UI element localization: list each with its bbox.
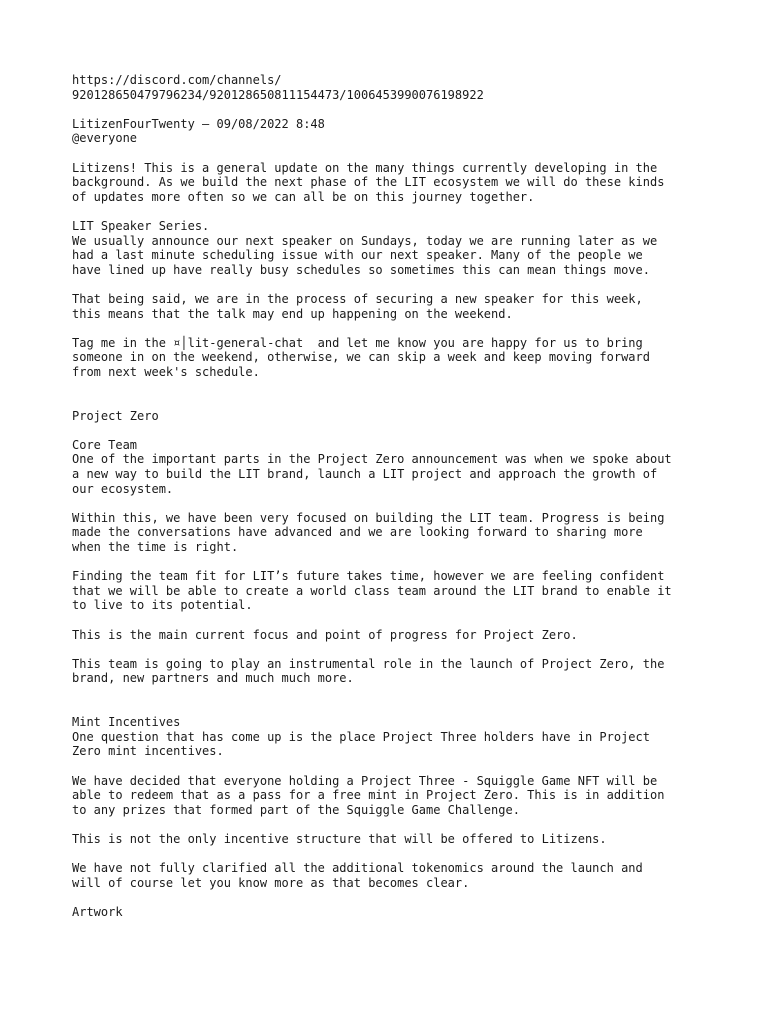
section-heading-artwork: Artwork [72, 904, 123, 919]
document-page [72, 73, 712, 919]
paragraph-line: to live to its potential. [72, 598, 253, 613]
subheading-core-team: Core Team [72, 437, 138, 452]
paragraph-line: had a last minute scheduling issue with our next speaker. Many of the people we [72, 248, 643, 263]
paragraph-line: Within this, we have been very focused on building the LIT team. Progress is being [72, 510, 665, 525]
author-timestamp: LitizenFourTwenty — 09/08/2022 8:48 [72, 116, 325, 131]
section-heading-project-zero: Project Zero [72, 408, 159, 423]
intro-line: Litizens! This is a general update on the many things currently developing in the [72, 160, 658, 175]
mention: @everyone [72, 131, 138, 146]
section-heading-speaker-series: LIT Speaker Series. [72, 218, 210, 233]
paragraph-line: will of course let you know more as that becomes clear. [72, 875, 470, 890]
paragraph-line: made the conversations have advanced and we are looking forward to sharing more [72, 525, 643, 540]
intro-line: of updates more often so we can all be on this journey together. [72, 189, 535, 204]
paragraph-line: We have decided that everyone holding a Project Three - Squiggle Game NFT will be [72, 773, 658, 788]
paragraph-line: able to redeem that as a pass for a free mint in Project Zero. This is in addition [72, 788, 665, 803]
paragraph-line: We usually announce our next speaker on Sundays, today we are running later as we [72, 233, 658, 248]
section-heading-mint-incentives: Mint Incentives [72, 715, 181, 730]
paragraph-line: This is the main current focus and point of progress for Project Zero. [72, 627, 578, 642]
paragraph-line: to any prizes that formed part of the Squiggle Game Challenge. [72, 802, 520, 817]
paragraph-line: Finding the team fit for LIT’s future takes time, however we are feeling confident [72, 569, 665, 584]
message-url-line-2: 920128650479796234/920128650811154473/1006453990076198922 [72, 87, 484, 102]
paragraph-line: Zero mint incentives. [72, 744, 224, 759]
message-url-line-1: https://discord.com/channels/ [72, 73, 282, 87]
paragraph-line: This team is going to play an instrumental role in the launch of Project Zero, the [72, 656, 665, 671]
paragraph-line: This is not the only incentive structure that will be offered to Litizens. [72, 831, 607, 846]
paragraph-line: when the time is right. [72, 540, 239, 554]
paragraph-line: One of the important parts in the Project Zero announcement was when we spoke about [72, 452, 672, 467]
paragraph-line: someone in on the weekend, otherwise, we can skip a week and keep moving forward [72, 350, 650, 365]
paragraph-line: have lined up have really busy schedules so sometimes this can mean things move. [72, 262, 650, 277]
paragraph-line: That being said, we are in the process of securing a new speaker for this week, [72, 291, 643, 306]
paragraph-line: We have not fully clarified all the additional tokenomics around the launch and [72, 861, 643, 876]
intro-line: background. As we build the next phase of the LIT ecosystem we will do these kinds [72, 175, 665, 190]
paragraph-line: brand, new partners and much much more. [72, 671, 354, 686]
paragraph-line-channel-mention: Tag me in the ¤│lit-general-chat and let me know you are happy for us to bring [72, 335, 643, 350]
paragraph-line: One question that has come up is the place Project Three holders have in Project [72, 729, 650, 744]
paragraph-line: this means that the talk may end up happening on the weekend. [72, 306, 513, 321]
paragraph-line: from next week's schedule. [72, 364, 260, 379]
paragraph-line: that we will be able to create a world class team around the LIT brand to enable it [72, 583, 672, 598]
paragraph-line: our ecosystem. [72, 481, 174, 496]
paragraph-line: a new way to build the LIT brand, launch a LIT project and approach the growth of [72, 467, 658, 482]
